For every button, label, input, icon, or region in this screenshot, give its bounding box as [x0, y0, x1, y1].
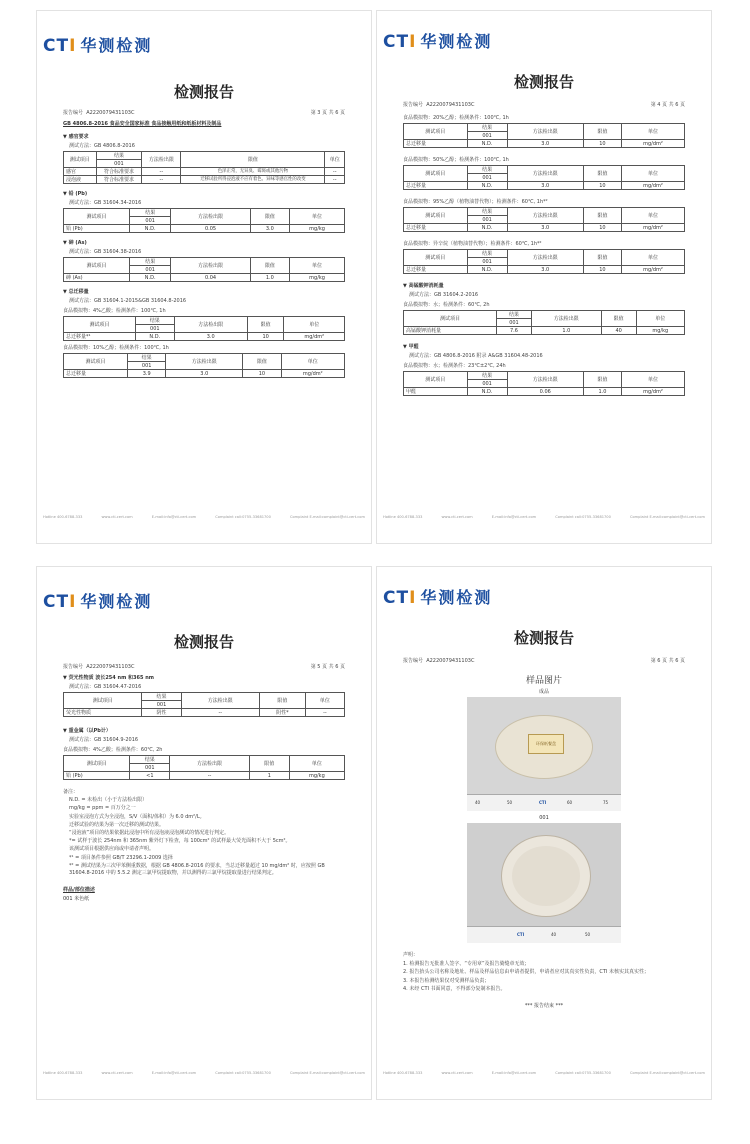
note-item: 迁移试验的结果为第一次迁移的测试结果。: [69, 821, 165, 828]
declaration-item: 4. 未经 CTI 书面同意，不得部分复制本报告。: [403, 986, 506, 992]
arsenic-table: 测试项目 结果 方法检出限 限值 单位 001 砷 (As) N.D. 0.04 1.0 mg/kg: [63, 257, 345, 282]
report-meta: 报告编号 A2220079431103C 第 4 页 共 6 页: [403, 102, 685, 108]
method-text: 测试方法：GB 31604.9-2016: [69, 737, 139, 743]
lead-table: 测试项目 结果 方法检出限 限值 单位 001 铅 (Pb) N.D. 0.05 3.0 mg/kg: [63, 208, 345, 233]
table-row: 总迁移量 3.9 3.0 10 mg/dm²: [64, 370, 345, 378]
migration-table: 测试项目 结果 方法检出限 限值 单位 001 总迁移量 N.D. 3.0 10 mg/dm²: [403, 123, 685, 148]
table-row: 甲醛 N.D. 0.06 1.0 mg/dm²: [404, 388, 685, 396]
report-title: 检测报告: [173, 83, 234, 101]
page-footer: Hotline 400-6788-333 www.cti-cert.com E-mail:info@cti-cert.com Complaint call:0755-33681700 Complaint E-mail:complaint@cti-cert.com: [383, 515, 705, 519]
declaration-title: 声明：: [403, 952, 419, 958]
condition-text: 食品模拟物：4%乙酸；检测条件：100℃, 1h: [63, 308, 166, 314]
note-item: mg/kg = ppm = 百万分之一: [69, 805, 136, 812]
table-row: 总迁移量 N.D. 3.0 10 mg/dm²: [404, 224, 685, 232]
migration-table-1: 测试项目 结果 方法检出限 限值 单位 001 总迁移量*¹ N.D. 3.0 10 mg/dm²: [63, 316, 345, 341]
table-row: 高锰酸钾消耗量 7.6 1.0 40 mg/kg: [404, 327, 685, 335]
note-item: *² = 测试结果为三次甲苯侧重数据，根据 GB 4806.8-2016 的要求，当总迁移量超过 10 mg/dm² 时，应按照 GB 31604.8-2016 中的 5.5.2 测定三氯甲烷提取物，并以测得的三氯甲烷提取量进行结果判定。: [69, 862, 325, 876]
packaged-plates-image: [495, 715, 593, 779]
method-text: 测试方法：GB 31604.38-2016: [69, 249, 142, 255]
notes-title: 备注：: [63, 789, 79, 795]
report-end: *** 报告结束 ***: [524, 1003, 564, 1009]
sample-photo: [467, 823, 621, 943]
report-title: 检测报告: [173, 633, 234, 651]
paper-plate-image: [501, 835, 591, 917]
declaration-item: 3. 本报告检测结果仅对受测样品负责；: [403, 977, 490, 984]
table-row: 荧光性物质 阴性 -- 阴性* --: [64, 709, 345, 717]
ruler: 40 50 CTI 60 75: [467, 794, 621, 811]
note-item: “浸泡液”项目的结果依据此浸泡中所有浸泡液浸泡测试的情况进行判定。: [69, 829, 230, 836]
fluor-heading: ▼ 荧光性物质 波长254 nm 和365 nm: [63, 675, 154, 681]
condition-text: 食品模拟物：50%乙醇；检测条件：100℃, 1h: [403, 157, 509, 163]
table-row: 总迁移量*¹ N.D. 3.0 10 mg/dm²: [64, 333, 345, 341]
sensory-heading: ▼ 感官要求: [63, 134, 89, 140]
product-photo: [467, 697, 621, 811]
method-text: 测试方法：GB 4806.8-2016: [69, 143, 135, 149]
migration-table: 测试项目 结果 方法检出限 限值 单位 001 总迁移量 N.D. 3.0 10 mg/dm²: [403, 207, 685, 232]
method-text: 测试方法：GB 31604.1-2015&GB 31604.8-2016: [69, 298, 187, 304]
page-5-content: [63, 673, 345, 902]
condition-text: 食品模拟物：20%乙醇；检测条件：100℃, 1h: [403, 115, 509, 121]
photo-caption: 001: [539, 815, 549, 821]
cti-logo: CTI 华测检测: [383, 588, 493, 608]
page-4-content: [403, 111, 685, 399]
table-row: 总迁移量 N.D. 3.0 10 mg/dm²: [404, 140, 685, 148]
fluor-table: 测试项目 结果 方法检出限 限值 单位 001 荧光性物质 阴性 -- 阴性* --: [63, 692, 345, 717]
condition-text: 食品模拟物：95%乙醇（植物油替代物）；检测条件：60℃, 1h*²: [403, 199, 548, 205]
note-item: *¹ = 项目条件参照 GB/T 23296.1-2009 选择: [69, 854, 173, 861]
report-meta: 报告编号 A2220079431103C 第 6 页 共 6 页: [403, 658, 685, 664]
kmno4-table: 测试项目 结果 方法检出限 限值 单位 001 高锰酸钾消耗量 7.6 1.0 40 mg/kg: [403, 310, 685, 335]
page-3-content: [63, 119, 345, 381]
kmno4-heading: ▼ 高锰酸钾消耗量: [403, 283, 444, 289]
note-item: 该测试项目根据供应商或申请者声明。: [69, 846, 155, 853]
condition-text: 食品模拟物：水；检测条件：23℃±2℃, 24h: [403, 363, 506, 369]
migration-table: 测试项目 结果 方法检出限 限值 单位 001 总迁移量 N.D. 3.0 10 mg/dm²: [403, 165, 685, 190]
photo-caption: 成品: [538, 689, 549, 695]
table-row: 总迁移量 N.D. 3.0 10 mg/dm²: [404, 266, 685, 274]
report-page-3: [36, 10, 372, 544]
method-text: 测试方法：GB 31604.47-2016: [69, 684, 142, 690]
method-text: 测试方法：GB 31604.34-2016: [69, 200, 142, 206]
report-title: 检测报告: [513, 73, 574, 91]
table-row: 总迁移量 N.D. 3.0 10 mg/dm²: [404, 182, 685, 190]
ruler: CTI 40 50: [467, 926, 621, 943]
note-item: N.D. = 未检出（小于方法检出限）: [69, 797, 148, 804]
method-text: 测试方法：GB 31604.2-2016: [409, 292, 479, 298]
standard-line: GB 4806.8-2016 食品安全国家标准 食品接触用纸和纸板材料及制品: [63, 121, 222, 127]
formaldehyde-table: 测试项目 结果 方法检出限 限值 单位 001 甲醛 N.D. 0.06 1.0 mg/dm²: [403, 371, 685, 396]
page-footer: Hotline 400-6788-333 www.cti-cert.com E-mail:info@cti-cert.com Complaint call:0755-33681700 Complaint E-mail:complaint@cti-cert.com: [383, 1071, 705, 1075]
condition-text: 食品模拟物：异辛烷（植物油替代物）；检测条件：60℃, 1h*²: [403, 241, 542, 247]
sensory-table: 测试项目 结果 方法检出限 限值 单位 001 感官 符合标准要求 -- 色泽正常，无异臭、霉斑或其他污物 -- 浸泡液 符合标准要求 -- 迁移试验所得浸泡液不应有着色、异味等感官性的改变 --: [63, 151, 345, 184]
method-text: 测试方法：GB 4806.8-2016 附录 A&GB 31604.48-2016: [409, 353, 543, 359]
table-row: 铅 (Pb) N.D. 0.05 3.0 mg/kg: [64, 225, 345, 233]
report-page-5: [36, 566, 372, 1100]
page-6-content: [403, 667, 685, 1009]
condition-text: 食品模拟物：4%乙酸；检测条件：60℃, 2h: [63, 747, 163, 753]
package-label: 环保纸餐盘: [528, 734, 564, 754]
cti-logo: CTI 华测检测: [43, 36, 153, 56]
page-footer: Hotline 400-6788-333 www.cti-cert.com E-mail:info@cti-cert.com Complaint call:0755-33681700 Complaint E-mail:complaint@cti-cert.com: [43, 1071, 365, 1075]
cti-logo: CTI 华测检测: [383, 32, 493, 52]
migration-table: 测试项目 结果 方法检出限 限值 单位 001 总迁移量 N.D. 3.0 10 mg/dm²: [403, 249, 685, 274]
page-footer: Hotline 400-6788-333 www.cti-cert.com E-mail:info@cti-cert.com Complaint call:0755-33681700 Complaint E-mail:complaint@cti-cert.com: [43, 515, 365, 519]
arsenic-heading: ▼ 砷 (As): [63, 240, 87, 246]
sample-desc: 001 米色纸: [63, 895, 90, 902]
report-page-6: [376, 566, 712, 1100]
formaldehyde-heading: ▼ 甲醛: [403, 344, 419, 350]
report-title: 检测报告: [513, 629, 574, 647]
migration-heading: ▼ 总迁移量: [63, 289, 89, 295]
condition-text: 食品模拟物：10%乙醇；检测条件：100℃, 1h: [63, 345, 169, 351]
lead-heading: ▼ 铅 (Pb): [63, 191, 88, 197]
report-meta: 报告编号 A2220079431103C 第 5 页 共 6 页: [63, 664, 345, 670]
table-row: 铅 (Pb) <1 -- 1 mg/kg: [64, 772, 345, 780]
table-row: 砷 (As) N.D. 0.04 1.0 mg/kg: [64, 274, 345, 282]
heavy-metal-table: 测试项目 结果 方法检出限 限值 单位 001 铅 (Pb) <1 -- 1 mg/kg: [63, 755, 345, 780]
report-meta: 报告编号 A2220079431103C 第 3 页 共 6 页: [63, 110, 345, 116]
declaration-item: 1. 检测报告无批准人签字、“专用章”及报告骑缝章无效；: [403, 960, 530, 967]
note-item: 实验室浸泡方式为全浸泡，S/V（面积/体积）为 6.0 dm²/L。: [69, 813, 205, 820]
table-row: 感官 符合标准要求 -- 色泽正常，无异臭、霉斑或其他污物 --: [64, 168, 345, 176]
declaration-section: [403, 951, 685, 992]
migration-table-2: 测试项目 结果 方法检出限 限值 单位 001 总迁移量 3.9 3.0 10 mg/dm²: [63, 353, 345, 378]
cti-logo: CTI 华测检测: [43, 592, 153, 612]
table-row: 浸泡液 符合标准要求 -- 迁移试验所得浸泡液不应有着色、异味等感官性的改变 --: [64, 176, 345, 184]
note-item: *= 试样于波长 254nm 和 365nm 紫外灯下检查，每 100cm² 的试样最大荧光面积不大于 5cm²。: [69, 838, 291, 845]
declaration-item: 2. 报告抬头公司名称及地址、样品及样品信息由申请者提供，申请者应对其真实性负责，CTI 未核实其真实性；: [403, 969, 649, 975]
sample-desc-title: 样品/部位描述: [63, 886, 95, 893]
notes-section: [63, 788, 345, 876]
photo-title: 样品图片: [525, 676, 562, 686]
report-page-4: [376, 10, 712, 544]
heavy-metal-heading: ▼ 重金属（以Pb计）: [63, 728, 111, 734]
condition-text: 食品模拟物：水；检测条件：60℃, 2h: [403, 302, 490, 308]
